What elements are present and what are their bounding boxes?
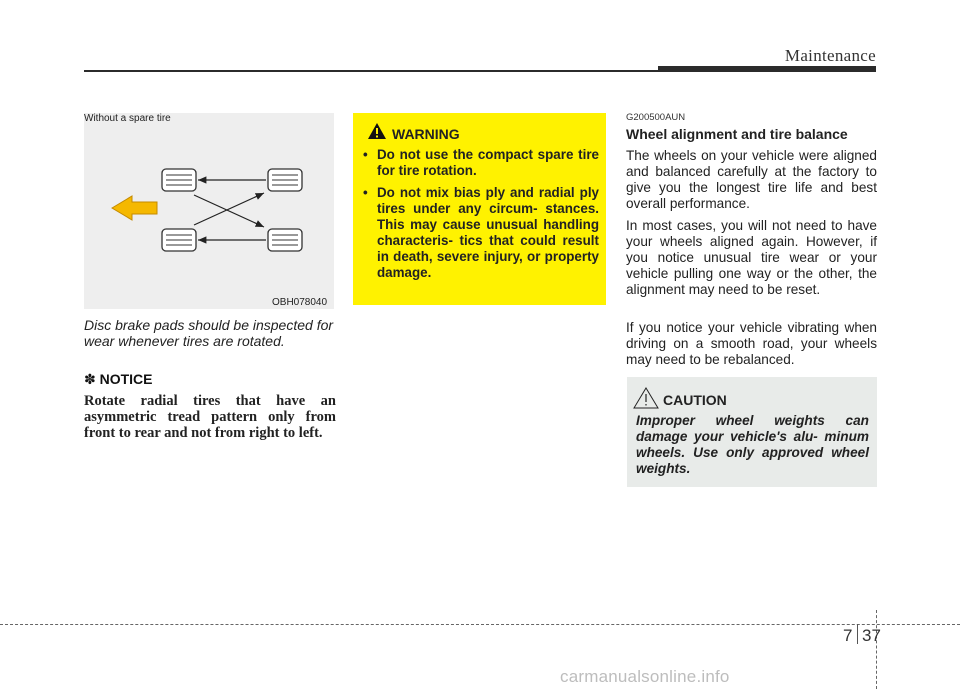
chapter-number: 7 (843, 626, 853, 645)
rotation-arrow-cross-down (194, 195, 264, 227)
notice-heading: ✽ NOTICE (84, 371, 153, 387)
paragraph: The wheels on your vehicle were aligned and balanced carefully at the factory to give you the longest tire life and best overall performance. (626, 148, 877, 211)
caution-body: Improper wheel weights can damage your vehicle's alu- minum wheels. Use only approved wheel weights. (636, 413, 869, 476)
notice-body: Rotate radial tires that have an asymmetric tread pattern only from front to rear and not from right to left. (84, 393, 336, 441)
tire-front-right (162, 229, 196, 251)
page-number: 37 (862, 626, 881, 645)
figure-label: Without a spare tire (84, 113, 171, 124)
figure-caption: Disc brake pads should be inspected for wear whenever tires are rotated. (84, 317, 334, 349)
paragraph: If you notice your vehicle vibrating when driving on a smooth road, your wheels may need to be rebalanced. (626, 320, 877, 367)
tire-rotation-figure (84, 113, 334, 309)
paragraph: In most cases, you will not need to have your wheels aligned again. However, if you notice unusual tire wear or your vehicle pulling one way or the other, the alignment may need to be reset. (626, 218, 877, 297)
warning-list (363, 147, 599, 287)
caution-triangle-icon (633, 387, 659, 409)
header-rule-thick (658, 66, 876, 72)
rotation-arrow-cross-up (194, 193, 264, 225)
section-title: Wheel alignment and tire balance (626, 126, 848, 142)
footer-dashed-rule (0, 624, 960, 625)
tire-front-left (162, 169, 196, 191)
caution-title: CAUTION (663, 392, 727, 408)
tire-rear-left (268, 169, 302, 191)
footer-dashed-vertical (876, 610, 877, 689)
tire-rear-right (268, 229, 302, 251)
forward-direction-arrow (112, 196, 157, 220)
section-code: G200500AUN (626, 112, 686, 123)
warning-title: WARNING (392, 126, 460, 142)
page-section-title: Maintenance (784, 46, 876, 65)
page-separator (857, 624, 858, 644)
warning-item: • Do not mix bias ply and radial ply tires under any circum- stances. This may cause unusual handling characteris- tics that could result in death, severe injury, or property damage. (363, 185, 599, 280)
warning-item: • Do not use the compact spare tire for tire rotation. (363, 147, 599, 178)
figure-code: OBH078040 (272, 297, 328, 308)
warning-triangle-icon (367, 122, 387, 140)
tire-rotation-diagram (84, 113, 334, 309)
watermark-text: carmanualsonline.info (560, 667, 730, 686)
